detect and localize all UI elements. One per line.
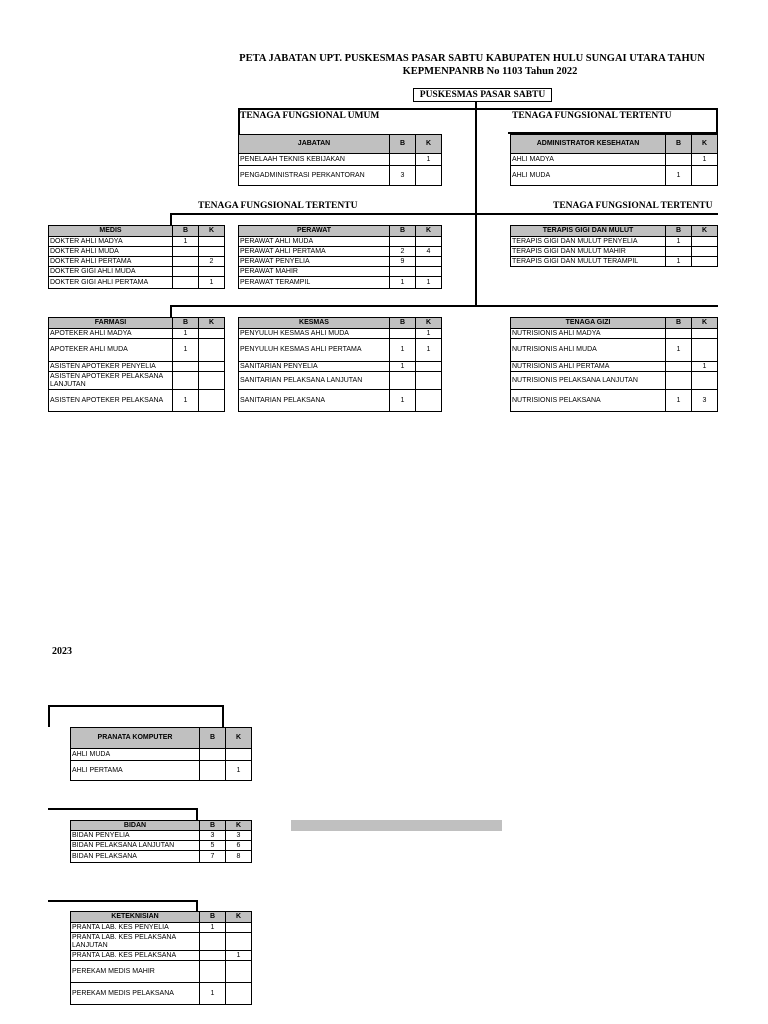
count-b-cell: 1 — [390, 277, 416, 289]
position-name-cell: DOKTER GIGI AHLI MUDA — [49, 267, 173, 277]
table-row — [49, 372, 225, 390]
connector-mid-left — [170, 213, 172, 225]
count-b-cell — [173, 372, 199, 390]
count-k-cell — [199, 339, 225, 362]
table-row — [49, 390, 225, 412]
table-jabatan-umum — [238, 134, 442, 186]
page-subtitle: KEPMENPANRB No 1103 Tahun 2022 — [402, 66, 578, 77]
count-k-cell — [416, 267, 442, 277]
column-header-title: BIDAN — [71, 821, 200, 831]
table-row — [511, 390, 718, 412]
count-b-cell: 1 — [390, 390, 416, 412]
count-b-cell — [390, 154, 416, 166]
count-k-cell — [692, 372, 718, 390]
count-b-cell — [390, 267, 416, 277]
count-k-cell — [199, 362, 225, 372]
position-name-cell: NUTRISIONIS PELAKSANA LANJUTAN — [511, 372, 666, 390]
table-row — [49, 247, 225, 257]
connector-pranata-left — [48, 705, 50, 727]
count-k-cell: 1 — [416, 277, 442, 289]
table-row — [511, 339, 718, 362]
table-row — [71, 961, 252, 983]
table-row — [239, 154, 442, 166]
count-b-cell: 1 — [666, 166, 692, 186]
connector-bidan-right — [196, 808, 198, 820]
position-name-cell: BIDAN PELAKSANA — [71, 851, 200, 863]
count-k-cell — [199, 372, 225, 390]
table-bidan — [70, 820, 252, 863]
table-header-row — [71, 728, 252, 749]
section-label-tertentu-top: TENAGA FUNGSIONAL TERTENTU — [512, 111, 672, 121]
count-k-cell — [692, 166, 718, 186]
table-header-row — [71, 912, 252, 923]
count-k-cell: 8 — [226, 851, 252, 863]
count-k-cell — [226, 749, 252, 761]
count-k-cell — [692, 329, 718, 339]
column-header-k: K — [692, 135, 718, 154]
count-k-cell: 1 — [226, 951, 252, 961]
count-k-cell — [199, 237, 225, 247]
table-header-row — [71, 821, 252, 831]
count-k-cell — [692, 257, 718, 267]
connector-pranata-right — [222, 705, 224, 727]
column-header-b: B — [666, 318, 692, 329]
table-row — [239, 390, 442, 412]
column-header-title: TENAGA GIZI — [511, 318, 666, 329]
count-k-cell — [199, 247, 225, 257]
position-name-cell: DOKTER AHLI MADYA — [49, 237, 173, 247]
column-header-k: K — [226, 821, 252, 831]
table-row — [71, 841, 252, 851]
count-b-cell — [200, 961, 226, 983]
root-org-box: PUSKESMAS PASAR SABTU — [413, 88, 552, 102]
count-k-cell — [199, 329, 225, 339]
column-header-title: TERAPIS GIGI DAN MULUT — [511, 226, 666, 237]
table-row — [239, 237, 442, 247]
count-k-cell — [416, 257, 442, 267]
count-k-cell: 1 — [199, 277, 225, 289]
table-header-row — [511, 226, 718, 237]
count-k-cell — [416, 372, 442, 390]
column-header-b: B — [390, 226, 416, 237]
table-row — [239, 362, 442, 372]
table-header-row — [239, 318, 442, 329]
table-row — [511, 372, 718, 390]
count-b-cell — [173, 362, 199, 372]
count-b-cell — [173, 267, 199, 277]
table-header-row — [511, 135, 718, 154]
column-header-k: K — [692, 318, 718, 329]
table-row — [239, 329, 442, 339]
position-name-cell: AHLI PERTAMA — [71, 761, 200, 781]
count-k-cell — [226, 923, 252, 933]
count-k-cell — [416, 390, 442, 412]
position-name-cell: PENYULUH KESMAS AHLI PERTAMA — [239, 339, 390, 362]
position-name-cell: SANITARIAN PENYELIA — [239, 362, 390, 372]
table-row — [49, 267, 225, 277]
position-name-cell: AHLI MUDA — [511, 166, 666, 186]
column-header-k: K — [416, 135, 442, 154]
count-k-cell — [226, 983, 252, 1005]
column-header-b: B — [200, 912, 226, 923]
table-row — [71, 761, 252, 781]
position-name-cell: PERAWAT AHLI PERTAMA — [239, 247, 390, 257]
connector-horizontal-mid — [170, 213, 718, 215]
position-name-cell: BIDAN PENYELIA — [71, 831, 200, 841]
count-b-cell: 7 — [200, 851, 226, 863]
connector-horizontal-low — [170, 305, 718, 307]
position-name-cell: PENYULUH KESMAS AHLI MUDA — [239, 329, 390, 339]
position-name-cell: BIDAN PELAKSANA LANJUTAN — [71, 841, 200, 851]
table-tenaga-gizi — [510, 317, 718, 412]
column-header-title: MEDIS — [49, 226, 173, 237]
count-k-cell — [199, 390, 225, 412]
count-k-cell: 1 — [416, 339, 442, 362]
position-name-cell: PERAWAT AHLI MUDA — [239, 237, 390, 247]
connector-low-left — [170, 305, 172, 317]
count-k-cell: 1 — [692, 362, 718, 372]
column-header-k: K — [226, 912, 252, 923]
count-k-cell: 1 — [692, 154, 718, 166]
gray-placeholder-bar — [291, 820, 502, 831]
table-perawat — [238, 225, 442, 289]
column-header-b: B — [666, 226, 692, 237]
position-name-cell: PENELAAH TEKNIS KEBIJAKAN — [239, 154, 390, 166]
count-k-cell — [692, 339, 718, 362]
table-row — [239, 166, 442, 186]
count-k-cell: 1 — [226, 761, 252, 781]
column-header-title: JABATAN — [239, 135, 390, 154]
position-name-cell: SANITARIAN PELAKSANA — [239, 390, 390, 412]
column-header-k: K — [199, 226, 225, 237]
column-header-b: B — [200, 821, 226, 831]
position-name-cell: ASISTEN APOTEKER PENYELIA — [49, 362, 173, 372]
count-b-cell — [390, 329, 416, 339]
count-k-cell — [416, 237, 442, 247]
table-row — [71, 749, 252, 761]
position-name-cell: DOKTER AHLI MUDA — [49, 247, 173, 257]
count-b-cell: 1 — [200, 923, 226, 933]
count-b-cell: 1 — [200, 983, 226, 1005]
position-name-cell: AHLI MADYA — [511, 154, 666, 166]
count-b-cell — [666, 247, 692, 257]
table-row — [49, 329, 225, 339]
column-header-k: K — [416, 226, 442, 237]
count-b-cell: 1 — [666, 257, 692, 267]
count-k-cell — [226, 933, 252, 951]
position-name-cell: SANITARIAN PELAKSANA LANJUTAN — [239, 372, 390, 390]
column-header-title: ADMINISTRATOR KESEHATAN — [511, 135, 666, 154]
count-b-cell — [666, 372, 692, 390]
position-name-cell: NUTRISIONIS AHLI PERTAMA — [511, 362, 666, 372]
table-row — [71, 851, 252, 863]
position-name-cell: PENGADMINISTRASI PERKANTORAN — [239, 166, 390, 186]
position-name-cell: DOKTER AHLI PERTAMA — [49, 257, 173, 267]
column-header-k: K — [416, 318, 442, 329]
year-label: 2023 — [52, 646, 72, 657]
connector-vertical — [475, 101, 477, 306]
table-row — [511, 237, 718, 247]
count-b-cell: 1 — [390, 339, 416, 362]
table-row — [49, 362, 225, 372]
table-administrator-kesehatan — [510, 134, 718, 186]
table-row — [511, 329, 718, 339]
count-k-cell — [199, 267, 225, 277]
count-b-cell: 1 — [173, 339, 199, 362]
count-b-cell — [200, 749, 226, 761]
count-k-cell: 3 — [226, 831, 252, 841]
count-b-cell: 1 — [390, 362, 416, 372]
position-name-cell: NUTRISIONIS AHLI MUDA — [511, 339, 666, 362]
count-k-cell: 3 — [692, 390, 718, 412]
connector-pranata-top — [48, 705, 224, 707]
count-b-cell: 1 — [173, 390, 199, 412]
count-b-cell — [390, 372, 416, 390]
count-b-cell: 1 — [173, 329, 199, 339]
table-row — [71, 951, 252, 961]
section-label-tertentu-right: TENAGA FUNGSIONAL TERTENTU — [553, 201, 713, 211]
table-row — [511, 257, 718, 267]
table-terapis-gigi — [510, 225, 718, 267]
position-name-cell: PERAWAT PENYELIA — [239, 257, 390, 267]
column-header-title: PRANATA KOMPUTER — [71, 728, 200, 749]
count-b-cell — [173, 247, 199, 257]
table-row — [239, 257, 442, 267]
connector-keteknisian-top — [48, 900, 198, 902]
connector-horizontal-top — [238, 108, 718, 110]
page-title: PETA JABATAN UPT. PUSKESMAS PASAR SABTU KABUPATEN HULU SUNGAI UTARA TAHUN — [239, 53, 705, 64]
position-name-cell: PERAWAT TERAMPIL — [239, 277, 390, 289]
table-pranata-komputer — [70, 727, 252, 781]
position-name-cell: PERAWAT MAHIR — [239, 267, 390, 277]
count-b-cell: 1 — [666, 390, 692, 412]
column-header-b: B — [173, 318, 199, 329]
count-k-cell: 6 — [226, 841, 252, 851]
count-b-cell: 3 — [200, 831, 226, 841]
table-row — [239, 277, 442, 289]
table-row — [239, 372, 442, 390]
table-row — [49, 237, 225, 247]
count-k-cell — [416, 166, 442, 186]
table-header-row — [49, 226, 225, 237]
count-k-cell — [416, 362, 442, 372]
count-b-cell — [200, 761, 226, 781]
table-farmasi — [48, 317, 225, 412]
position-name-cell: ASISTEN APOTEKER PELAKSANA LANJUTAN — [49, 372, 173, 390]
position-name-cell: APOTEKER AHLI MADYA — [49, 329, 173, 339]
table-row — [239, 339, 442, 362]
position-name-cell: APOTEKER AHLI MUDA — [49, 339, 173, 362]
table-row — [49, 339, 225, 362]
position-name-cell: NUTRISIONIS AHLI MADYA — [511, 329, 666, 339]
table-row — [511, 154, 718, 166]
column-header-b: B — [666, 135, 692, 154]
count-b-cell: 9 — [390, 257, 416, 267]
count-k-cell: 1 — [416, 154, 442, 166]
table-header-row — [239, 135, 442, 154]
count-b-cell — [666, 362, 692, 372]
table-row — [71, 831, 252, 841]
column-header-title: KETEKNISIAN — [71, 912, 200, 923]
table-row — [71, 983, 252, 1005]
table-row — [511, 362, 718, 372]
position-name-cell: PRANTA LAB. KES PENYELIA — [71, 923, 200, 933]
count-k-cell: 1 — [416, 329, 442, 339]
table-row — [511, 247, 718, 257]
connector-tertentu-right — [716, 108, 718, 134]
position-name-cell: PRANTA LAB. KES PELAKSANA — [71, 951, 200, 961]
count-b-cell: 1 — [173, 237, 199, 247]
count-b-cell: 5 — [200, 841, 226, 851]
table-row — [239, 267, 442, 277]
position-name-cell: TERAPIS GIGI DAN MULUT PENYELIA — [511, 237, 666, 247]
table-row — [239, 247, 442, 257]
connector-bidan-top — [48, 808, 198, 810]
count-b-cell — [390, 237, 416, 247]
count-b-cell — [173, 257, 199, 267]
column-header-b: B — [390, 135, 416, 154]
column-header-title: FARMASI — [49, 318, 173, 329]
count-k-cell — [692, 237, 718, 247]
count-b-cell: 2 — [390, 247, 416, 257]
count-b-cell — [200, 933, 226, 951]
count-b-cell — [200, 951, 226, 961]
table-keteknisian — [70, 911, 252, 1005]
count-b-cell — [666, 154, 692, 166]
column-header-k: K — [199, 318, 225, 329]
position-name-cell: TERAPIS GIGI DAN MULUT TERAMPIL — [511, 257, 666, 267]
column-header-k: K — [692, 226, 718, 237]
section-label-tertentu-left: TENAGA FUNGSIONAL TERTENTU — [198, 201, 358, 211]
count-k-cell: 4 — [416, 247, 442, 257]
count-b-cell: 3 — [390, 166, 416, 186]
table-medis — [48, 225, 225, 289]
table-header-row — [49, 318, 225, 329]
table-row — [71, 923, 252, 933]
column-header-b: B — [200, 728, 226, 749]
section-label-umum: TENAGA FUNGSIONAL UMUM — [240, 111, 380, 121]
column-header-title: KESMAS — [239, 318, 390, 329]
count-k-cell — [226, 961, 252, 983]
column-header-k: K — [226, 728, 252, 749]
count-b-cell — [173, 277, 199, 289]
column-header-title: PERAWAT — [239, 226, 390, 237]
position-name-cell: PEREKAM MEDIS PELAKSANA — [71, 983, 200, 1005]
table-header-row — [239, 226, 442, 237]
position-name-cell: DOKTER GIGI AHLI PERTAMA — [49, 277, 173, 289]
count-b-cell: 1 — [666, 237, 692, 247]
count-b-cell: 1 — [666, 339, 692, 362]
table-header-row — [511, 318, 718, 329]
count-b-cell — [666, 329, 692, 339]
count-k-cell: 2 — [199, 257, 225, 267]
table-row — [511, 166, 718, 186]
table-row — [71, 933, 252, 951]
count-k-cell — [692, 247, 718, 257]
position-name-cell: AHLI MUDA — [71, 749, 200, 761]
position-name-cell: PRANTA LAB. KES PELAKSANA LANJUTAN — [71, 933, 200, 951]
table-row — [49, 257, 225, 267]
column-header-b: B — [173, 226, 199, 237]
position-name-cell: PEREKAM MEDIS MAHIR — [71, 961, 200, 983]
table-kesmas — [238, 317, 442, 412]
table-row — [49, 277, 225, 289]
position-name-cell: NUTRISIONIS PELAKSANA — [511, 390, 666, 412]
position-name-cell: ASISTEN APOTEKER PELAKSANA — [49, 390, 173, 412]
column-header-b: B — [390, 318, 416, 329]
position-name-cell: TERAPIS GIGI DAN MULUT MAHIR — [511, 247, 666, 257]
